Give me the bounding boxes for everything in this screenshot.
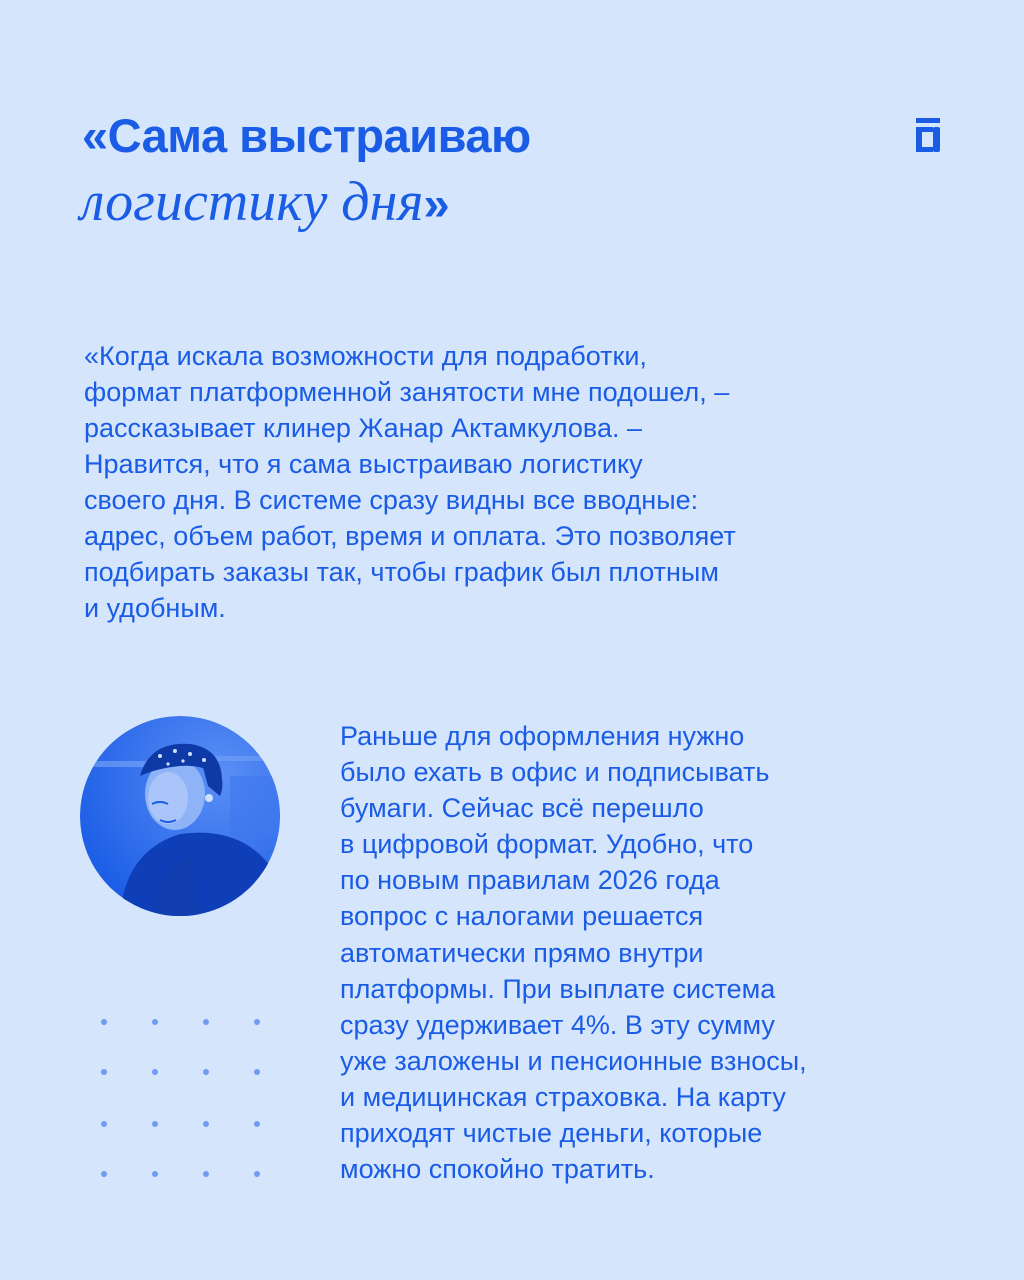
headline-line-1: «Сама выстраиваю bbox=[82, 109, 531, 162]
headline-italic-text: логистику дня bbox=[80, 171, 424, 233]
headline-closing-quote: » bbox=[423, 177, 450, 230]
body-line: в цифровой формат. Удобно, что bbox=[340, 829, 754, 860]
body-line: Раньше для оформления нужно bbox=[340, 721, 745, 751]
avatar-photo bbox=[80, 716, 280, 916]
headline-line-2 bbox=[80, 170, 450, 236]
quote-line: своего дня. В системе сразу видны все вводные: bbox=[84, 485, 699, 515]
quote-line: формат платформенной занятости мне подошел, – bbox=[84, 377, 730, 407]
quote-line: рассказывает клинер Жанар Актамкулова. – bbox=[84, 413, 643, 443]
quote-line: и удобным. bbox=[84, 593, 226, 623]
publisher-logo-icon bbox=[916, 118, 940, 152]
body-line: сразу удерживает 4%. В эту сумму bbox=[340, 1009, 775, 1040]
body-line: было ехать в офис и подписывать bbox=[340, 757, 770, 788]
body-paragraph bbox=[340, 718, 940, 1187]
quote-line: «Когда искала возможности для подработки, bbox=[84, 341, 647, 371]
body-line: платформы. При выплате система bbox=[340, 973, 776, 1004]
body-line: и медицинская страховка. На карту bbox=[340, 1081, 786, 1112]
quote-line: Нравится, что я сама выстраиваю логистику bbox=[84, 449, 643, 479]
body-line: вопрос с налогами решается bbox=[340, 901, 704, 932]
quote-paragraph bbox=[84, 338, 884, 626]
body-line: приходят чистые деньги, которые bbox=[340, 1118, 763, 1149]
quote-line: подбирать заказы так, чтобы график был плотным bbox=[84, 557, 719, 587]
decorative-dot-grid bbox=[98, 1014, 268, 1184]
quote-line: адрес, объем работ, время и оплата. Это позволяет bbox=[84, 521, 736, 551]
body-line: уже заложены и пенсионные взносы, bbox=[340, 1045, 807, 1076]
body-line: автоматически прямо внутри bbox=[340, 937, 704, 968]
body-line: по новым правилам 2026 года bbox=[340, 865, 720, 896]
body-line: можно спокойно тратить. bbox=[340, 1154, 655, 1185]
body-line: бумаги. Сейчас всё перешло bbox=[340, 793, 704, 824]
